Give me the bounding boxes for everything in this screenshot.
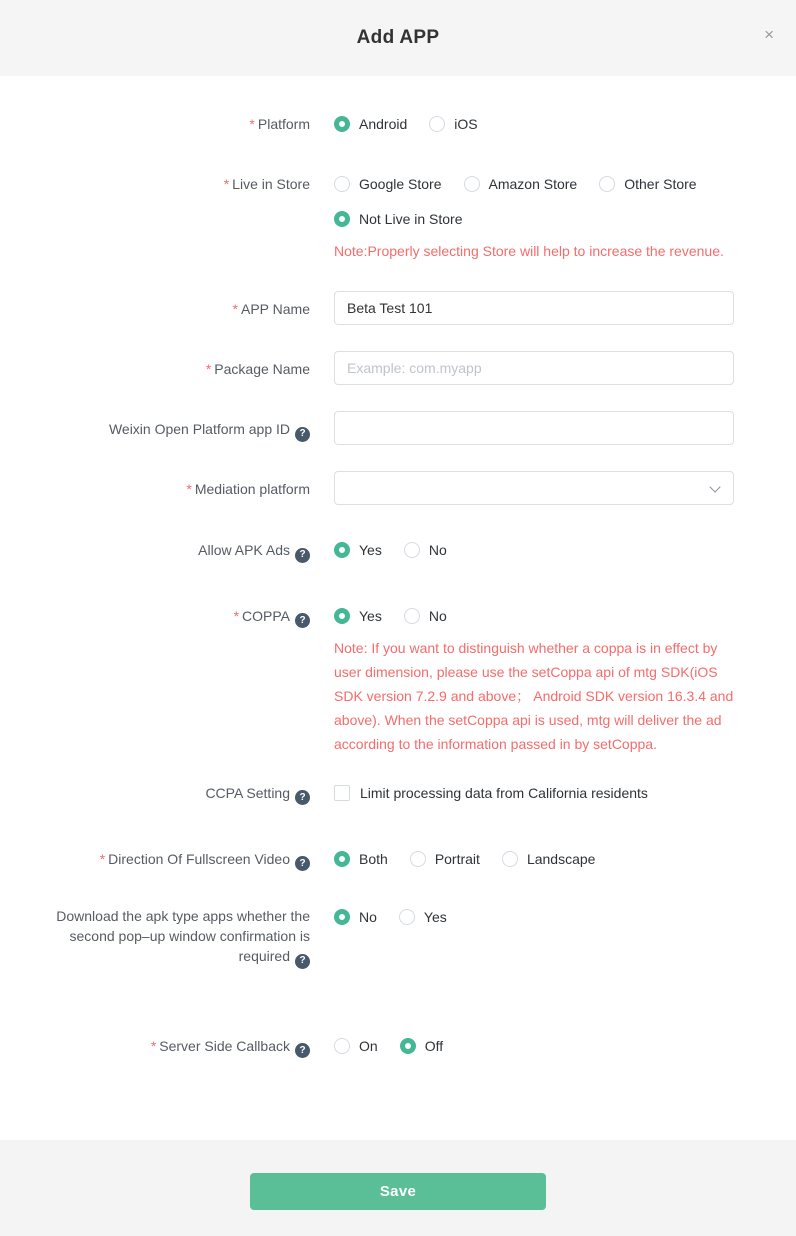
radio-unchecked-icon[interactable] (399, 909, 415, 925)
coppa-radio-group (334, 607, 796, 625)
question-icon[interactable]: ? (295, 790, 310, 805)
weixin-app-id-label: Weixin Open Platform app ID ? (0, 411, 310, 442)
row-apk-download-confirm (0, 906, 796, 969)
radio-checked-icon[interactable] (400, 1038, 416, 1054)
required-mark: * (233, 607, 240, 624)
radio-checked-icon[interactable] (334, 909, 350, 925)
row-server-side-callback (0, 1037, 796, 1059)
ccpa-checkbox-option[interactable]: Limit processing data from California residents (334, 784, 648, 802)
question-icon[interactable]: ? (295, 548, 310, 563)
radio-other-store[interactable]: Other Store (599, 175, 696, 193)
radio-checked-icon[interactable] (334, 116, 350, 132)
store-note-text: Note:Properly selecting Store will help to increase the revenue. (334, 243, 724, 259)
required-mark: * (150, 1037, 157, 1054)
radio-direction-portrait[interactable]: Portrait (410, 850, 480, 868)
radio-unchecked-icon[interactable] (410, 851, 426, 867)
question-icon[interactable]: ? (295, 1043, 310, 1058)
live-in-store-radio-group-line2 (334, 210, 796, 228)
platform-radio-group (334, 115, 796, 133)
row-coppa (0, 607, 796, 756)
radio-download-confirm-no[interactable]: No (334, 908, 377, 926)
required-mark: * (99, 850, 106, 867)
apk-download-radio-group (334, 908, 796, 926)
row-live-in-store (0, 175, 796, 264)
question-icon[interactable]: ? (295, 954, 310, 969)
mediation-platform-select[interactable] (334, 471, 734, 505)
weixin-app-id-input[interactable] (334, 411, 734, 445)
radio-download-confirm-yes[interactable]: Yes (399, 908, 447, 926)
checkbox-unchecked-icon[interactable] (334, 785, 350, 801)
direction-fullscreen-label: * Direction Of Fullscreen Video ? (0, 850, 310, 872)
row-allow-apk-ads (0, 541, 796, 563)
question-icon[interactable]: ? (295, 613, 310, 628)
package-name-label: * Package Name (205, 361, 310, 377)
required-mark: * (249, 116, 255, 132)
radio-direction-landscape[interactable]: Landscape (502, 850, 596, 868)
coppa-label: * COPPA ? (0, 607, 310, 629)
radio-coppa-no[interactable]: No (404, 607, 447, 625)
radio-not-live-in-store[interactable]: Not Live in Store (334, 210, 463, 228)
live-in-store-label: * Live in Store (223, 176, 310, 192)
row-mediation-platform (0, 471, 796, 505)
server-callback-radio-group (334, 1037, 796, 1055)
radio-platform-android[interactable]: Android (334, 115, 407, 133)
allow-apk-ads-label: Allow APK Ads ? (0, 541, 310, 563)
modal-body (0, 76, 796, 1140)
row-weixin-app-id (0, 411, 796, 445)
save-button[interactable]: Save (250, 1173, 546, 1210)
radio-callback-on[interactable]: On (334, 1037, 378, 1055)
radio-unchecked-icon[interactable] (404, 542, 420, 558)
required-mark: * (186, 481, 192, 497)
live-in-store-radio-group (334, 175, 796, 193)
radio-checked-icon[interactable] (334, 542, 350, 558)
platform-label: * Platform (249, 116, 310, 132)
radio-checked-icon[interactable] (334, 608, 350, 624)
close-icon[interactable]: × (764, 25, 774, 44)
radio-callback-off[interactable]: Off (400, 1037, 443, 1055)
radio-checked-icon[interactable] (334, 211, 350, 227)
radio-unchecked-icon[interactable] (404, 608, 420, 624)
server-side-callback-label: * Server Side Callback ? (0, 1037, 310, 1059)
row-app-name (0, 291, 796, 325)
app-name-label: * APP Name (232, 301, 310, 317)
radio-direction-both[interactable]: Both (334, 850, 388, 868)
row-ccpa-setting (0, 784, 796, 806)
app-name-input[interactable] (334, 291, 734, 325)
radio-unchecked-icon[interactable] (464, 176, 480, 192)
page-title: Add APP (356, 27, 440, 48)
modal-header (0, 0, 796, 76)
package-name-input[interactable] (334, 351, 734, 385)
radio-unchecked-icon[interactable] (334, 1038, 350, 1054)
radio-coppa-yes[interactable]: Yes (334, 607, 382, 625)
ccpa-setting-label: CCPA Setting ? (0, 784, 310, 806)
required-mark: * (223, 176, 230, 192)
mediation-platform-label: * Mediation platform (186, 481, 310, 497)
radio-amazon-store[interactable]: Amazon Store (464, 175, 578, 193)
apk-download-confirm-label: Download the apk type apps whether the second pop–up window confirmation is required ? (0, 906, 310, 969)
modal-footer (0, 1140, 796, 1236)
radio-apk-ads-yes[interactable]: Yes (334, 541, 382, 559)
question-icon[interactable]: ? (295, 856, 310, 871)
radio-apk-ads-no[interactable]: No (404, 541, 447, 559)
radio-checked-icon[interactable] (334, 851, 350, 867)
allow-apk-ads-radio-group (334, 541, 796, 559)
required-mark: * (232, 301, 238, 317)
question-icon[interactable]: ? (295, 427, 310, 442)
row-package-name (0, 351, 796, 385)
radio-unchecked-icon[interactable] (599, 176, 615, 192)
radio-unchecked-icon[interactable] (334, 176, 350, 192)
radio-unchecked-icon[interactable] (502, 851, 518, 867)
row-platform (0, 115, 796, 133)
row-direction-fullscreen (0, 850, 796, 872)
required-mark: * (205, 361, 212, 377)
coppa-note-text: Note: If you want to distinguish whether a coppa is in effect by user dimension, please use the setCoppa api of mtg SDK(iOS SDK version 7.2.9 and above； Android SDK version 16.3.4 and above). When the setCoppa api is used, mtg will deliver the ad according to the information passed in by setCoppa. (334, 639, 734, 752)
direction-radio-group (334, 850, 796, 868)
radio-platform-ios[interactable]: iOS (429, 115, 477, 133)
chevron-down-icon (709, 481, 720, 492)
radio-unchecked-icon[interactable] (429, 116, 445, 132)
radio-google-store[interactable]: Google Store (334, 175, 442, 193)
